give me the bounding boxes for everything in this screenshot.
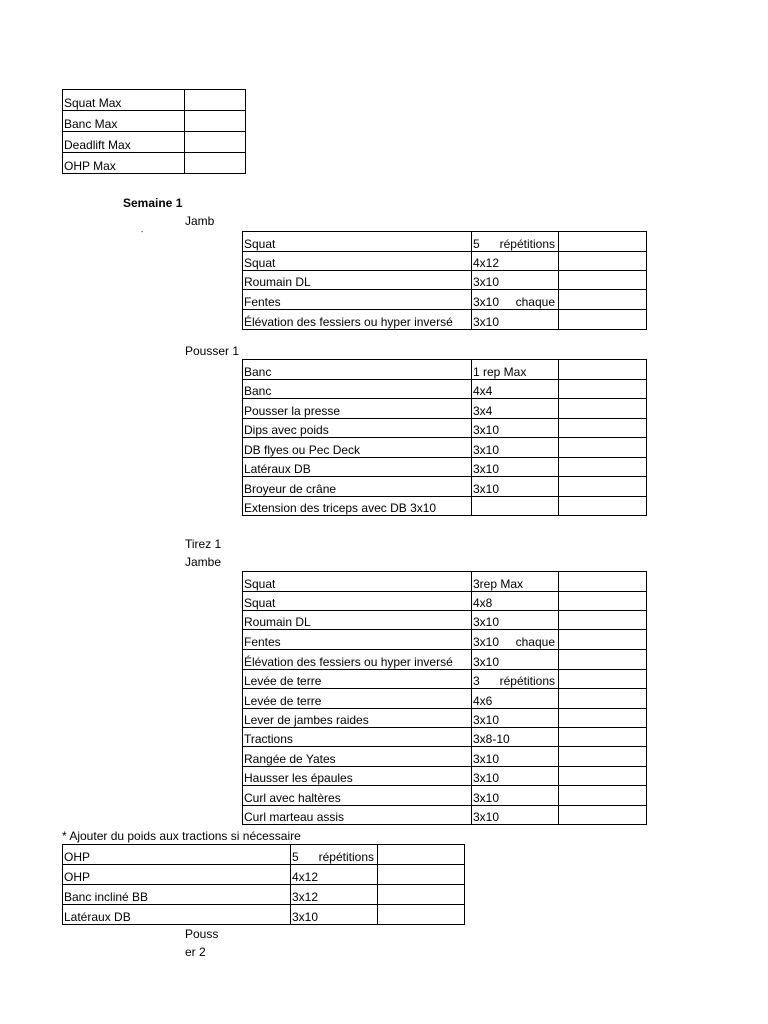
cell-label: Squat Max <box>63 90 185 111</box>
sets-count: 5 <box>292 850 299 864</box>
cell-label: Deadlift Max <box>63 132 185 153</box>
cell-extra[interactable] <box>378 865 465 885</box>
cell-extra[interactable] <box>559 670 647 689</box>
cell-exercise: Banc incliné BB <box>63 885 291 905</box>
pousser1-heading: Pousser 1 <box>185 344 240 358</box>
sets-unit: répétitions <box>499 237 555 251</box>
table-row <box>243 497 647 516</box>
cell-exercise: Squat <box>243 252 472 271</box>
cell-sets: 3x10 <box>472 438 559 458</box>
cell-extra[interactable] <box>559 232 647 252</box>
cell-exercise: Extension des triceps avec DB 3x10 <box>243 497 472 516</box>
cell-extra[interactable] <box>378 885 465 905</box>
table-row <box>243 670 647 689</box>
cell-exercise: Fentes <box>243 630 472 650</box>
cell-exercise: OHP <box>63 865 291 885</box>
cell-exercise: Squat <box>243 592 472 611</box>
table-row <box>243 232 647 252</box>
cell-sets: 3x10 <box>291 905 378 925</box>
tirez1-table <box>242 571 647 825</box>
cell-sets: 3x10 <box>472 271 559 290</box>
ohp-table <box>62 844 465 925</box>
cell-exercise: Roumain DL <box>243 611 472 630</box>
max-table <box>62 89 246 174</box>
cell-sets: 3x10 <box>472 709 559 728</box>
table-row <box>63 845 465 865</box>
cell-extra[interactable] <box>559 592 647 611</box>
cell-sets: 3x10 <box>472 419 559 438</box>
cell-exercise: Tractions <box>243 728 472 747</box>
table-row <box>243 477 647 497</box>
cell-extra[interactable] <box>559 806 647 825</box>
cell-sets <box>472 670 559 689</box>
table-row <box>63 153 246 174</box>
note: * Ajouter du poids aux tractions si nécessaire <box>62 829 301 843</box>
cell-extra[interactable] <box>559 399 647 419</box>
sets-count: 5 <box>473 237 480 251</box>
cell-sets <box>472 290 559 310</box>
table-row <box>243 650 647 670</box>
cell-sets: 3x8-10 <box>472 728 559 747</box>
sets-count: 3 <box>473 674 480 688</box>
table-row <box>243 419 647 438</box>
cell-extra[interactable] <box>559 650 647 670</box>
sets-unit: répétitions <box>318 850 374 864</box>
cell-sets: 4x12 <box>472 252 559 271</box>
cell-sets: 3x10 <box>472 767 559 786</box>
table-row <box>243 290 647 310</box>
table-row <box>243 611 647 630</box>
cell-extra[interactable] <box>378 905 465 925</box>
cell-sets: 3x12 <box>291 885 378 905</box>
table-row <box>63 90 246 111</box>
cell-extra[interactable] <box>559 271 647 290</box>
cell-exercise: Pousser la presse <box>243 399 472 419</box>
table-row <box>63 885 465 905</box>
cell-extra[interactable] <box>559 290 647 310</box>
cell-exercise: Squat <box>243 572 472 592</box>
cell-value[interactable] <box>185 111 246 132</box>
table-row <box>243 252 647 271</box>
table-row <box>243 786 647 806</box>
cell-exercise: Lever de jambes raides <box>243 709 472 728</box>
cell-exercise: Latéraux DB <box>243 458 472 477</box>
cell-value[interactable] <box>185 132 246 153</box>
cell-sets: 3x10 <box>472 458 559 477</box>
table-row <box>243 572 647 592</box>
cell-sets: 3x10 <box>472 477 559 497</box>
cell-exercise: OHP <box>63 845 291 865</box>
table-row <box>243 728 647 747</box>
cell-sets: 1 rep Max <box>472 360 559 380</box>
table-row <box>63 132 246 153</box>
cell-sets <box>472 497 559 516</box>
cell-sets: 3x10 <box>472 786 559 806</box>
cell-label: OHP Max <box>63 153 185 174</box>
table-row <box>243 360 647 380</box>
cell-extra[interactable] <box>559 438 647 458</box>
cell-value[interactable] <box>185 90 246 111</box>
cell-sets: 3x4 <box>472 399 559 419</box>
table-row <box>243 806 647 825</box>
cell-exercise: Rangée de Yates <box>243 747 472 767</box>
cell-exercise: DB flyes ou Pec Deck <box>243 438 472 458</box>
cell-value[interactable] <box>185 153 246 174</box>
cell-sets: 3x10 <box>472 611 559 630</box>
table-row <box>243 271 647 290</box>
jamb-heading: Jamb <box>185 214 215 228</box>
table-row <box>243 630 647 650</box>
cell-exercise: Squat <box>243 232 472 252</box>
sets-unit: chaque <box>515 635 555 649</box>
cell-sets: 3rep Max <box>472 572 559 592</box>
cell-extra[interactable] <box>559 252 647 271</box>
cell-extra[interactable] <box>559 630 647 650</box>
week-title: Semaine 1 <box>123 196 183 210</box>
cell-extra[interactable] <box>559 747 647 767</box>
cell-extra[interactable] <box>559 786 647 806</box>
table-row <box>243 458 647 477</box>
cell-extra[interactable] <box>559 611 647 630</box>
cell-sets: 4x6 <box>472 689 559 709</box>
cell-extra[interactable] <box>559 572 647 592</box>
cell-sets <box>291 845 378 865</box>
table-row <box>243 380 647 399</box>
table-row <box>63 865 465 885</box>
cell-sets: 3x10 <box>472 650 559 670</box>
sets-unit: répétitions <box>499 674 555 688</box>
cell-sets: 3x10 <box>472 310 559 330</box>
cell-extra[interactable] <box>559 360 647 380</box>
table-row <box>243 689 647 709</box>
cell-exercise: Élévation des fessiers ou hyper inversé <box>243 650 472 670</box>
cell-exercise: Élévation des fessiers ou hyper inversé <box>243 310 472 330</box>
cell-sets: 4x8 <box>472 592 559 611</box>
cell-exercise: Hausser les épaules <box>243 767 472 786</box>
table-row <box>243 310 647 330</box>
sets-unit: chaque <box>515 295 555 309</box>
cell-extra[interactable] <box>559 689 647 709</box>
table-row <box>243 399 647 419</box>
cell-sets: 4x4 <box>472 380 559 399</box>
cell-sets <box>472 232 559 252</box>
stray-mark: - <box>141 229 144 236</box>
cell-extra[interactable] <box>559 477 647 497</box>
table-row <box>243 767 647 786</box>
cell-extra[interactable] <box>559 767 647 786</box>
pousser2-heading-cont: er 2 <box>185 945 206 959</box>
cell-extra[interactable] <box>559 497 647 516</box>
cell-extra[interactable] <box>559 458 647 477</box>
cell-extra[interactable] <box>378 845 465 865</box>
table-row <box>63 111 246 132</box>
sets-count: 3x10 <box>473 295 500 309</box>
table-row <box>243 747 647 767</box>
cell-extra[interactable] <box>559 728 647 747</box>
cell-extra[interactable] <box>559 310 647 330</box>
cell-exercise: Broyeur de crâne <box>243 477 472 497</box>
table-row <box>243 438 647 458</box>
sets-count: 3x10 <box>473 635 500 649</box>
tirez1-heading: Tirez 1 <box>185 537 222 551</box>
cell-exercise: Curl avec haltères <box>243 786 472 806</box>
cell-extra[interactable] <box>559 709 647 728</box>
cell-label: Banc Max <box>63 111 185 132</box>
cell-exercise: Latéraux DB <box>63 905 291 925</box>
pousser2-heading: Pouss <box>185 927 219 941</box>
cell-sets: 3x10 <box>472 806 559 825</box>
cell-exercise: Roumain DL <box>243 271 472 290</box>
table-row <box>243 709 647 728</box>
cell-exercise: Levée de terre <box>243 670 472 689</box>
cell-sets: 3x10 <box>472 747 559 767</box>
jamb-table <box>242 231 647 330</box>
table-row <box>243 592 647 611</box>
cell-exercise: Banc <box>243 380 472 399</box>
cell-exercise: Fentes <box>243 290 472 310</box>
tirez1-subheading: Jambe <box>185 555 222 569</box>
table-row <box>63 905 465 925</box>
cell-extra[interactable] <box>559 380 647 399</box>
cell-sets <box>472 630 559 650</box>
cell-exercise: Curl marteau assis <box>243 806 472 825</box>
cell-extra[interactable] <box>559 419 647 438</box>
cell-exercise: Levée de terre <box>243 689 472 709</box>
cell-exercise: Banc <box>243 360 472 380</box>
cell-exercise: Dips avec poids <box>243 419 472 438</box>
cell-sets: 4x12 <box>291 865 378 885</box>
pousser1-table <box>242 359 647 516</box>
